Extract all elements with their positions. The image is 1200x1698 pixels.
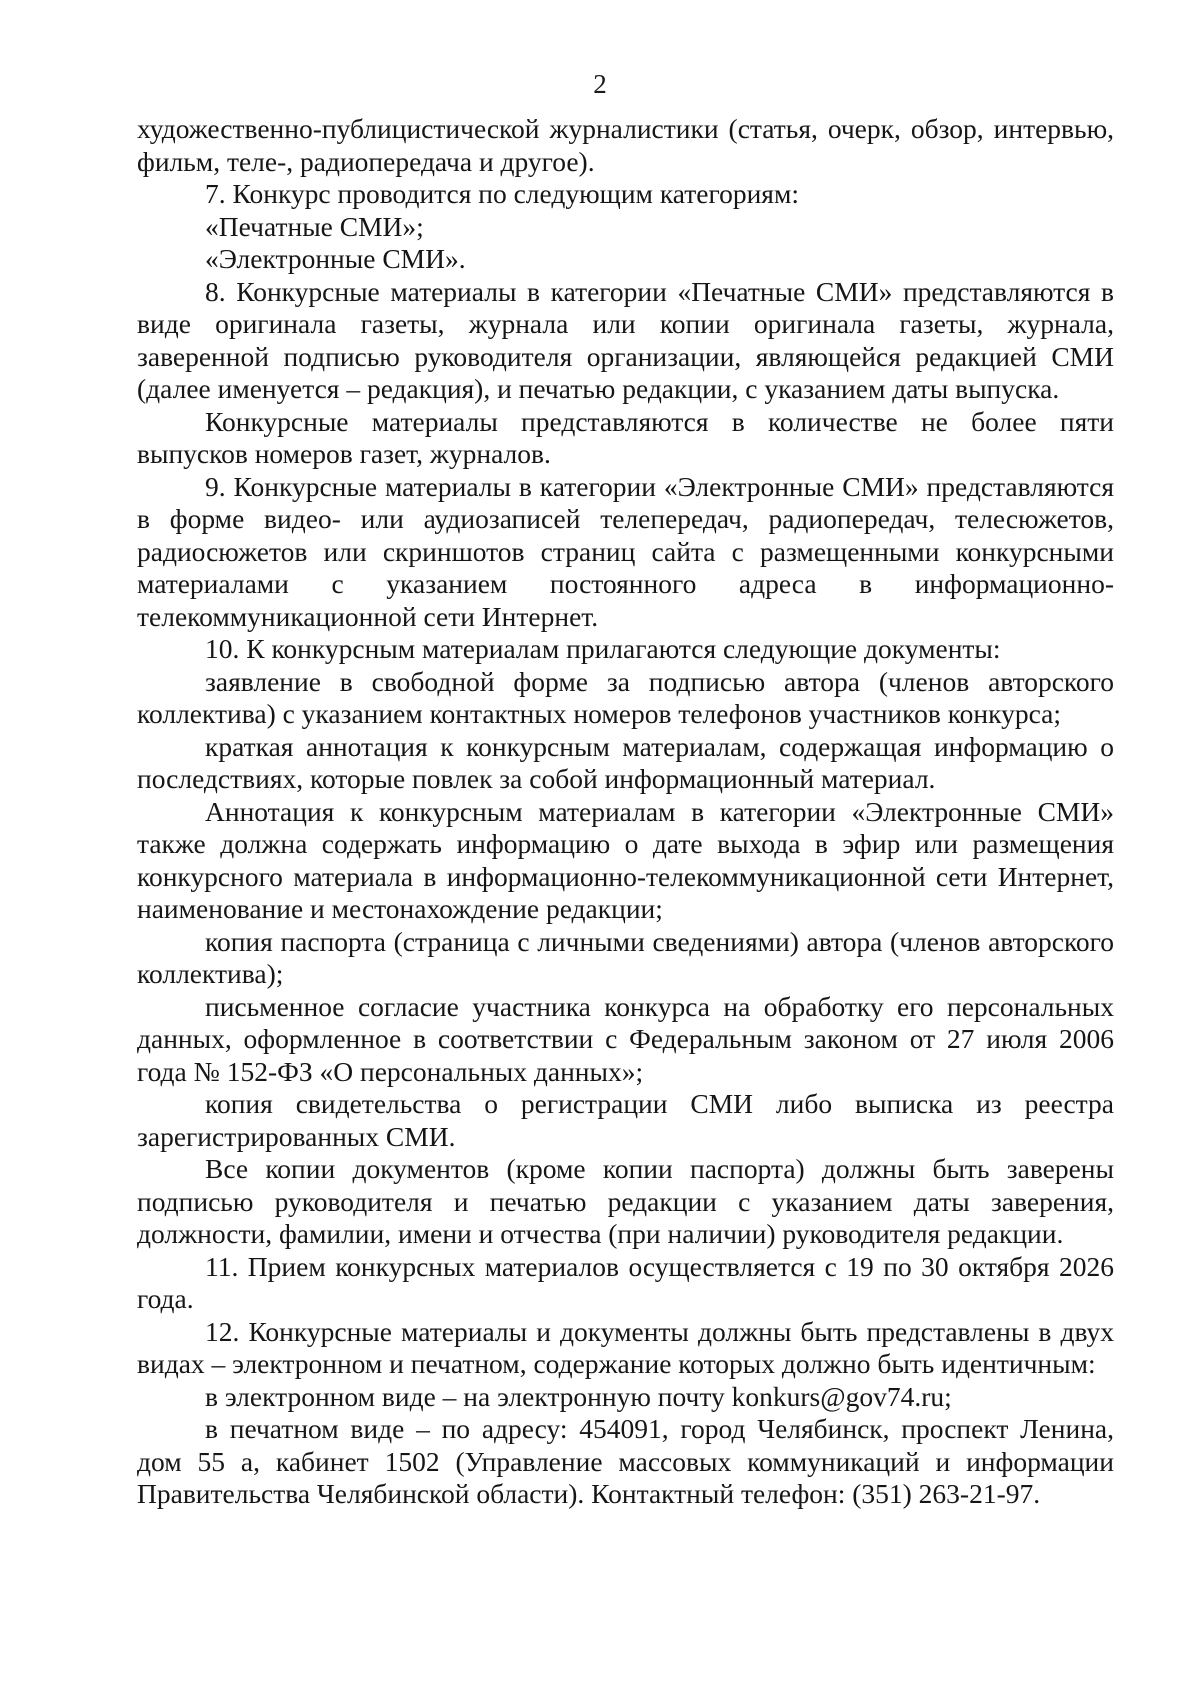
paragraph: краткая аннотация к конкурсным материалам, содержащая информацию о последствиях, которые повлек за собой информационный материал.	[137, 730, 1114, 794]
paragraph: «Печатные СМИ»;	[205, 210, 424, 242]
document-body	[137, 113, 1114, 1511]
paragraph: «Электронные СМИ».	[205, 243, 466, 274]
paragraph: 11. Прием конкурсных материалов осуществляется с 19 по 30 октября 2026 года.	[137, 1250, 1114, 1314]
paragraph: 9. Конкурсные материалы в категории «Электронные СМИ» представляются в форме видео- или аудиозаписей телепередач, радиопередач, телесюжетов, радиосюжетов или скриншотов страниц сайта с размещенными конкурсными материалами с указанием постоянного адреса в информационно-телекоммуникационной сети Интернет.	[137, 470, 1114, 632]
page-number: 2	[593, 69, 607, 99]
paragraph: письменное согласие участника конкурса на обработку его персональных данных, оформленное в соответствии с Федеральным законом от 27 июля 2006 года № 152-ФЗ «О персональных данных»;	[137, 990, 1114, 1087]
paragraph: 10. К конкурсным материалам прилагаются следующие документы:	[205, 633, 1001, 664]
paragraph: 8. Конкурсные материалы в категории «Печатные СМИ» представляются в виде оригинала газеты, журнала или копии оригинала газеты, журнала, заверенной подписью руководителя организации, являющейся редакцией СМИ (далее именуется – редакция), и печатью редакции, с указанием даты выпуска.	[137, 275, 1114, 404]
paragraph: 12. Конкурсные материалы и документы должны быть представлены в двух видах – электронном и печатном, содержание которых должно быть идентичным:	[137, 1315, 1114, 1379]
paragraph: 7. Конкурс проводится по следующим категориям:	[205, 178, 799, 209]
paragraph: в электронном виде – на электронную почту konkurs@gov74.ru;	[205, 1380, 952, 1412]
paragraph: художественно-публицистической журналистики (статья, очерк, обзор, интервью, фильм, теле-, радиопередача и другое).	[137, 113, 1114, 177]
paragraph: копия паспорта (страница с личными сведениями) автора (членов авторского коллектива);	[137, 925, 1114, 989]
paragraph: Все копии документов (кроме копии паспорта) должны быть заверены подписью руководителя и печатью редакции с указанием даты заверения, должности, фамилии, имени и отчества (при наличии) руководителя редакции.	[137, 1153, 1114, 1249]
paragraph: Конкурсные материалы представляются в количестве не более пяти выпусков номеров газет, журналов.	[137, 405, 1114, 469]
paragraph: в печатном виде – по адресу: 454091, город Челябинск, проспект Ленина, дом 55 а, кабинет 1502 (Управление массовых коммуникаций и информации Правительства Челябинской области). Контактный телефон: (351) 263-21-97.	[137, 1413, 1114, 1509]
paragraph: Аннотация к конкурсным материалам в категории «Электронные СМИ» также должна содержать информацию о дате выхода в эфир или размещения конкурсного материала в информационно-телекоммуникационной сети Интернет, наименование и местонахождение редакции;	[137, 795, 1114, 924]
paragraph: копия свидетельства о регистрации СМИ либо выписка из реестра зарегистрированных СМИ.	[137, 1088, 1114, 1152]
paragraph: заявление в свободной форме за подписью автора (членов авторского коллектива) с указанием контактных номеров телефонов участников конкурса;	[137, 665, 1114, 729]
